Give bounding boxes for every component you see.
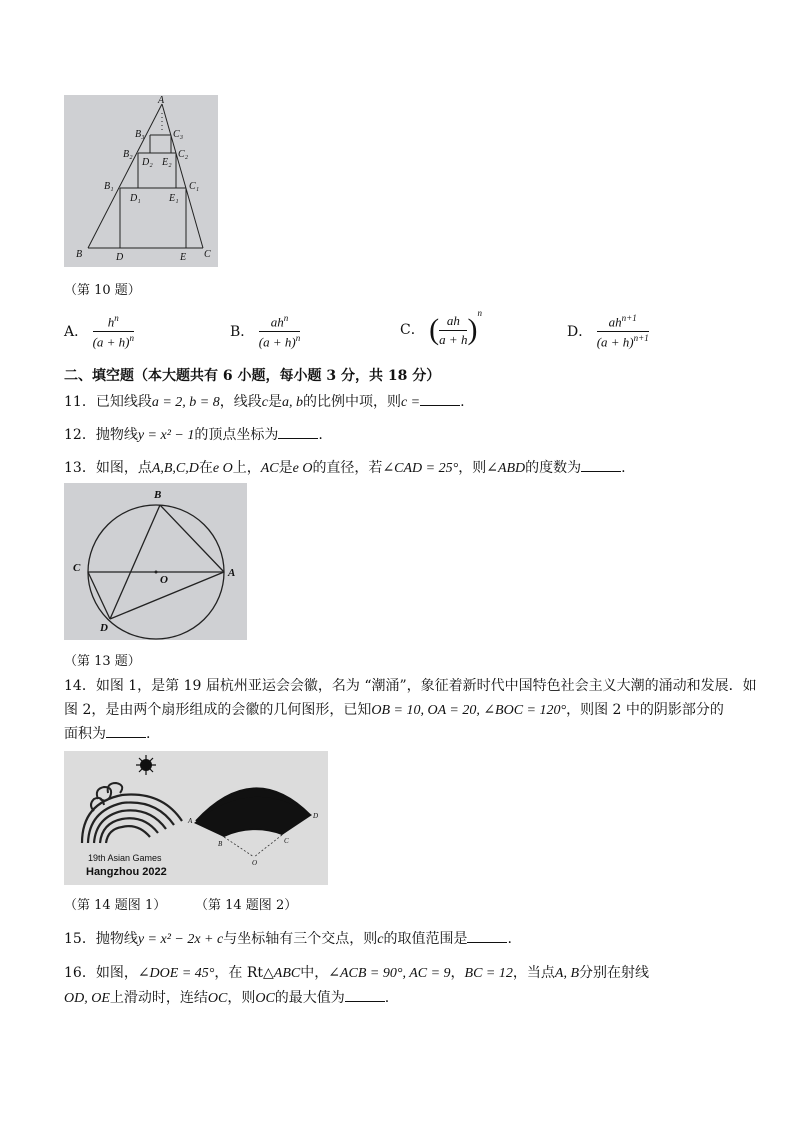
label-B3: B₃ bbox=[135, 129, 145, 140]
option-b-fraction: $\frac{ah^n}{(a + h)^n}$ bbox=[258, 313, 301, 350]
answer-blank-15[interactable] bbox=[467, 930, 507, 943]
shaded-sector-figure bbox=[187, 788, 318, 867]
option-c: C． ( $\frac{ah}{a + h}$ )$^n$ bbox=[400, 308, 482, 347]
label-B: B bbox=[76, 249, 83, 260]
option-a-fraction: $\frac{h^n}{(a + h)^n}$ bbox=[92, 313, 135, 350]
option-a bbox=[64, 313, 134, 351]
label-D: D bbox=[116, 252, 124, 263]
question-14-line-3: 面积为 . bbox=[64, 726, 151, 742]
option-d-fraction: $\frac{ah^{n+1}}{(a + h)^{n+1}}$ bbox=[596, 313, 649, 350]
option-b bbox=[230, 313, 300, 351]
label-C: C bbox=[204, 249, 211, 260]
label-A: A bbox=[228, 567, 236, 579]
figure-13 bbox=[64, 483, 247, 640]
option-d-letter: D． bbox=[567, 323, 593, 340]
figure-10 bbox=[64, 95, 218, 267]
label-B2: B₂ bbox=[123, 149, 133, 160]
answer-blank-11[interactable] bbox=[420, 393, 460, 406]
label-C2: C₂ bbox=[178, 149, 189, 160]
question-15: 15．抛物线y = x² − 2x + c与坐标轴有三个交点，则c的取值范围是 . bbox=[64, 931, 512, 947]
logo-text-line1: 19th Asian Games bbox=[88, 853, 162, 863]
label-E1: E₁ bbox=[169, 193, 179, 204]
label-C3: C₃ bbox=[173, 129, 184, 140]
answer-blank-13[interactable] bbox=[581, 459, 621, 472]
option-d bbox=[567, 313, 649, 351]
question-14-line-1: 14．如图 1，是第 19 届杭州亚运会会徽，名为 “潮涌”，象征着新时代中国特色社会主义大潮的涌动和发展．如 bbox=[64, 678, 757, 694]
label-O: O bbox=[160, 574, 168, 586]
circle-diagram bbox=[64, 483, 247, 640]
answer-blank-16[interactable] bbox=[345, 989, 385, 1002]
label-O: O bbox=[252, 859, 258, 867]
question-13: 13．如图，点A,B,C,D在e O上，AC是e O的直径，若∠CAD = 25°，则∠ABD的度数为 . bbox=[64, 460, 626, 476]
figure-14 bbox=[64, 751, 328, 885]
label-B: B bbox=[154, 489, 162, 501]
label-C: C bbox=[73, 562, 81, 574]
option-a-letter: A． bbox=[64, 323, 89, 340]
answer-blank-14[interactable] bbox=[106, 725, 146, 738]
figure-14-caption-2: （第 14 题图 2） bbox=[195, 898, 298, 913]
option-c-fraction: $\frac{ah}{a + h}$ bbox=[439, 312, 468, 347]
label-C: C bbox=[284, 837, 289, 845]
question-11: 11．已知线段a = 2, b = 8，线段c是a, b的比例中项，则c = . bbox=[64, 394, 465, 410]
label-A: A bbox=[188, 817, 193, 825]
figure-14-caption-1: （第 14 题图 1） bbox=[64, 898, 167, 913]
option-c-letter: C． bbox=[400, 322, 425, 338]
question-14-line-2: 图 2，是由两个扇形组成的会徽的几何图形，已知OB = 10, OA = 20, ∠BOC = 120°，则图 2 中的阴影部分的 bbox=[64, 702, 724, 718]
label-C1: C₁ bbox=[189, 181, 200, 192]
question-12: 12．抛物线y = x² − 1的顶点坐标为 . bbox=[64, 427, 323, 443]
section-2-title: 二、填空题（本大题共有 6 小题，每小题 3 分，共 18 分） bbox=[64, 368, 441, 384]
question-16-line-2: OD, OE上滑动时，连结OC，则OC的最大值为 . bbox=[64, 990, 390, 1006]
asian-games-logo bbox=[82, 755, 182, 878]
label-D: D bbox=[313, 812, 319, 820]
trapezoid-diagram bbox=[64, 95, 218, 267]
label-B1: B₁ bbox=[104, 181, 114, 192]
label-D: D bbox=[100, 622, 108, 634]
label-E: E bbox=[180, 252, 187, 263]
figure-13-caption: （第 13 题） bbox=[64, 654, 141, 669]
figure-10-caption: （第 10 题） bbox=[64, 283, 141, 298]
question-16-line-1: 16．如图，∠DOE = 45°，在 Rt△ABC中，∠ACB = 90°, AC = 9，BC = 12，当点A, B分别在射线 bbox=[64, 965, 649, 981]
asian-games-figures bbox=[64, 751, 328, 885]
label-D2: D₂ bbox=[142, 157, 153, 168]
logo-text-line2: Hangzhou 2022 bbox=[86, 866, 167, 878]
label-B: B bbox=[218, 840, 223, 848]
answer-blank-12[interactable] bbox=[278, 426, 318, 439]
label-D1: D₁ bbox=[130, 193, 141, 204]
label-A: A bbox=[158, 95, 165, 106]
option-b-letter: B． bbox=[230, 323, 255, 340]
label-E2: E₂ bbox=[162, 157, 172, 168]
